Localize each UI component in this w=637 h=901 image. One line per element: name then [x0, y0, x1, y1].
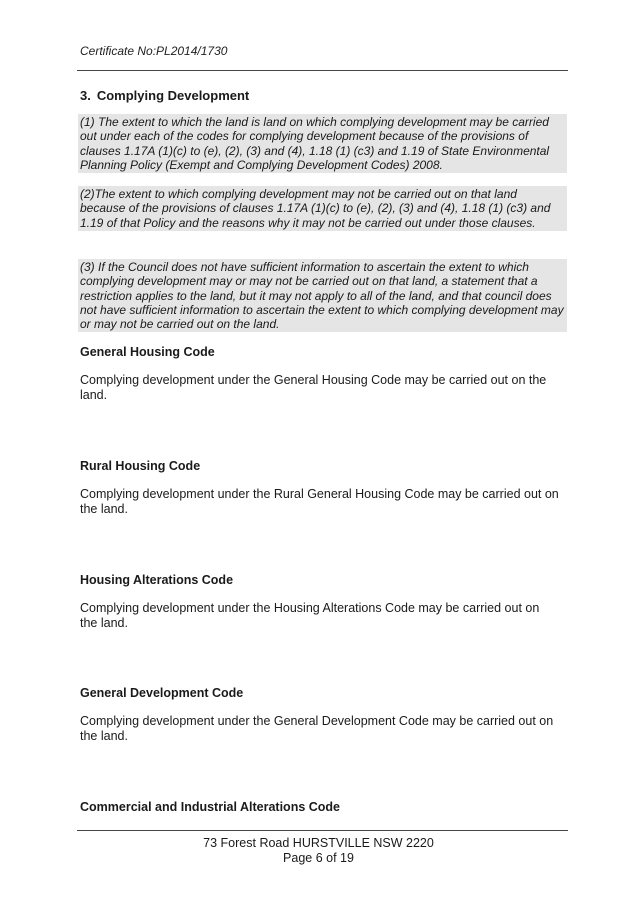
code-body-rural-housing: Complying development under the Rural General Housing Code may be carried out on the land.: [80, 487, 559, 516]
footer-divider: [77, 830, 568, 831]
section-number: 3.: [80, 88, 91, 103]
code-body-housing-alterations: Complying development under the Housing Alterations Code may be carried out on the land.: [80, 601, 540, 630]
note-3: (3) If the Council does not have sufficient information to ascertain the extent to which complying development may or may not be carried out on that land, a statement that a restriction applies to the land, but it may not apply to all of the land, and that council does not have sufficient information to ascertain the extent to which complying development may or may not be carried out on the land.: [78, 259, 567, 332]
code-title-housing-alterations: Housing Alterations Code: [80, 573, 234, 587]
code-body-general-development: Complying development under the General Development Code may be carried out on the land.: [80, 714, 554, 743]
footer-address: 73 Forest Road HURSTVILLE NSW 2220: [203, 836, 434, 850]
code-title-general-housing: General Housing Code: [80, 345, 215, 359]
note-1: (1) The extent to which the land is land on which complying development may be carried out under each of the codes for complying development because of the provisions of clauses 1.17A (1)(c) to (e), (2), (3) and (4), 1.18 (1) (c3) and 1.19 of State Environmental Planning Policy (Exempt and Complying Development Codes) 2008.: [78, 114, 567, 173]
certificate-number: Certificate No:PL2014/1730: [80, 44, 228, 58]
code-title-rural-housing: Rural Housing Code: [80, 459, 201, 473]
code-body-general-housing: Complying development under the General Housing Code may be carried out on the land.: [80, 373, 547, 402]
footer-page-number: Page 6 of 19: [283, 851, 354, 865]
code-title-general-development: General Development Code: [80, 686, 244, 700]
code-title-commercial-industrial: Commercial and Industrial Alterations Code: [80, 800, 341, 814]
section-heading: [80, 88, 249, 103]
note-2: (2)The extent to which complying development may not be carried out on that land because of the provisions of clauses 1.17A (1)(c) to (e), (2), (3) and (4), 1.18 (1) (c3) and 1.19 of that Policy and the reasons why it may not be carried out under those clauses.: [78, 186, 567, 231]
header-divider: [77, 70, 568, 71]
section-title: Complying Development: [96, 88, 250, 103]
